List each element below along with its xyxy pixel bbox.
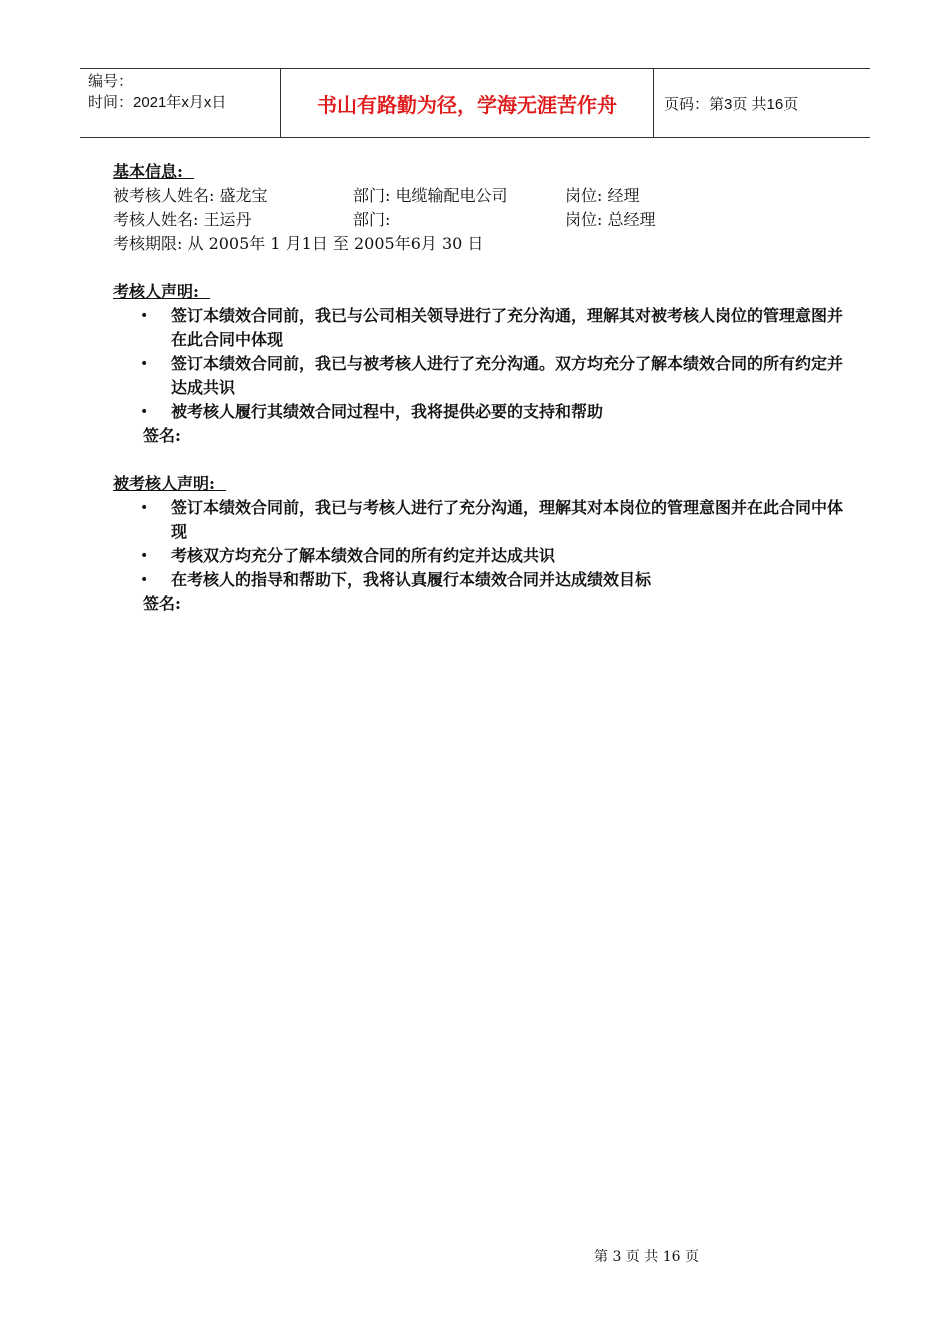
header-page-cell: [654, 69, 870, 137]
assessee-dept: 部门: 电缆输配电公司: [353, 186, 508, 205]
assessor-statement-title: 考核人声明:: [113, 282, 211, 301]
assessee-statement-list: [113, 496, 853, 592]
bullet-icon: •: [140, 356, 149, 372]
assessee-name: 被考核人姓名: 盛龙宝: [113, 186, 268, 205]
list-item: • 签订本绩效合同前，我已与公司相关领导进行了充分沟通，理解其对被考核人岗位的管理意图并在此合同中体现: [140, 306, 844, 349]
assessee-statement-title: 被考核人声明:: [113, 474, 227, 493]
bullet-icon: •: [140, 404, 149, 420]
assessor-statement-list: [113, 304, 853, 424]
page-header: [80, 68, 870, 138]
assessor-dept: 部门:: [353, 210, 391, 229]
bullet-icon: •: [140, 308, 149, 324]
motto-text: 书山有路勤为径，学海无涯苦作舟: [317, 92, 617, 117]
assessor-info-row: [113, 208, 853, 232]
list-item: • 签订本绩效合同前，我已与考核人进行了充分沟通，理解其对本岗位的管理意图并在此合同中体现: [140, 498, 844, 541]
assessor-post: 岗位: 总经理: [565, 210, 656, 229]
list-item: • 考核双方均充分了解本绩效合同的所有约定并达成共识: [113, 544, 853, 568]
assessee-signature-label: 签名:: [143, 594, 181, 613]
list-item: • 被考核人履行其绩效合同过程中，我将提供必要的支持和帮助: [113, 400, 853, 424]
bullet-icon: •: [140, 572, 149, 588]
number-label: 编号：: [88, 73, 134, 90]
assessor-name: 考核人姓名: 王运丹: [113, 210, 252, 229]
page-info: 页码：第3页 共16页: [664, 95, 799, 113]
bullet-icon: •: [140, 548, 149, 564]
basic-info-title: 基本信息:: [113, 162, 195, 181]
header-motto-cell: [280, 69, 654, 137]
assessee-info-row: [113, 184, 853, 208]
list-item: • 签订本绩效合同前，我已与被考核人进行了充分沟通。双方均充分了解本绩效合同的所有约定并达成共识: [140, 354, 844, 397]
header-left-cell: [80, 69, 280, 137]
assessor-signature-label: 签名:: [143, 426, 181, 445]
bullet-icon: •: [140, 500, 149, 516]
time-label: 时间：2021年x月x日: [88, 94, 227, 111]
assessment-period: 考核期限: 从 2005年 1 月1日 至 2005年6月 30 日: [113, 234, 484, 253]
list-item: • 在考核人的指导和帮助下，我将认真履行本绩效合同并达成绩效目标: [113, 568, 853, 592]
assessee-post: 岗位: 经理: [565, 186, 640, 205]
page-footer: 第 3 页 共 16 页: [594, 1249, 699, 1265]
document-body: [113, 160, 853, 616]
